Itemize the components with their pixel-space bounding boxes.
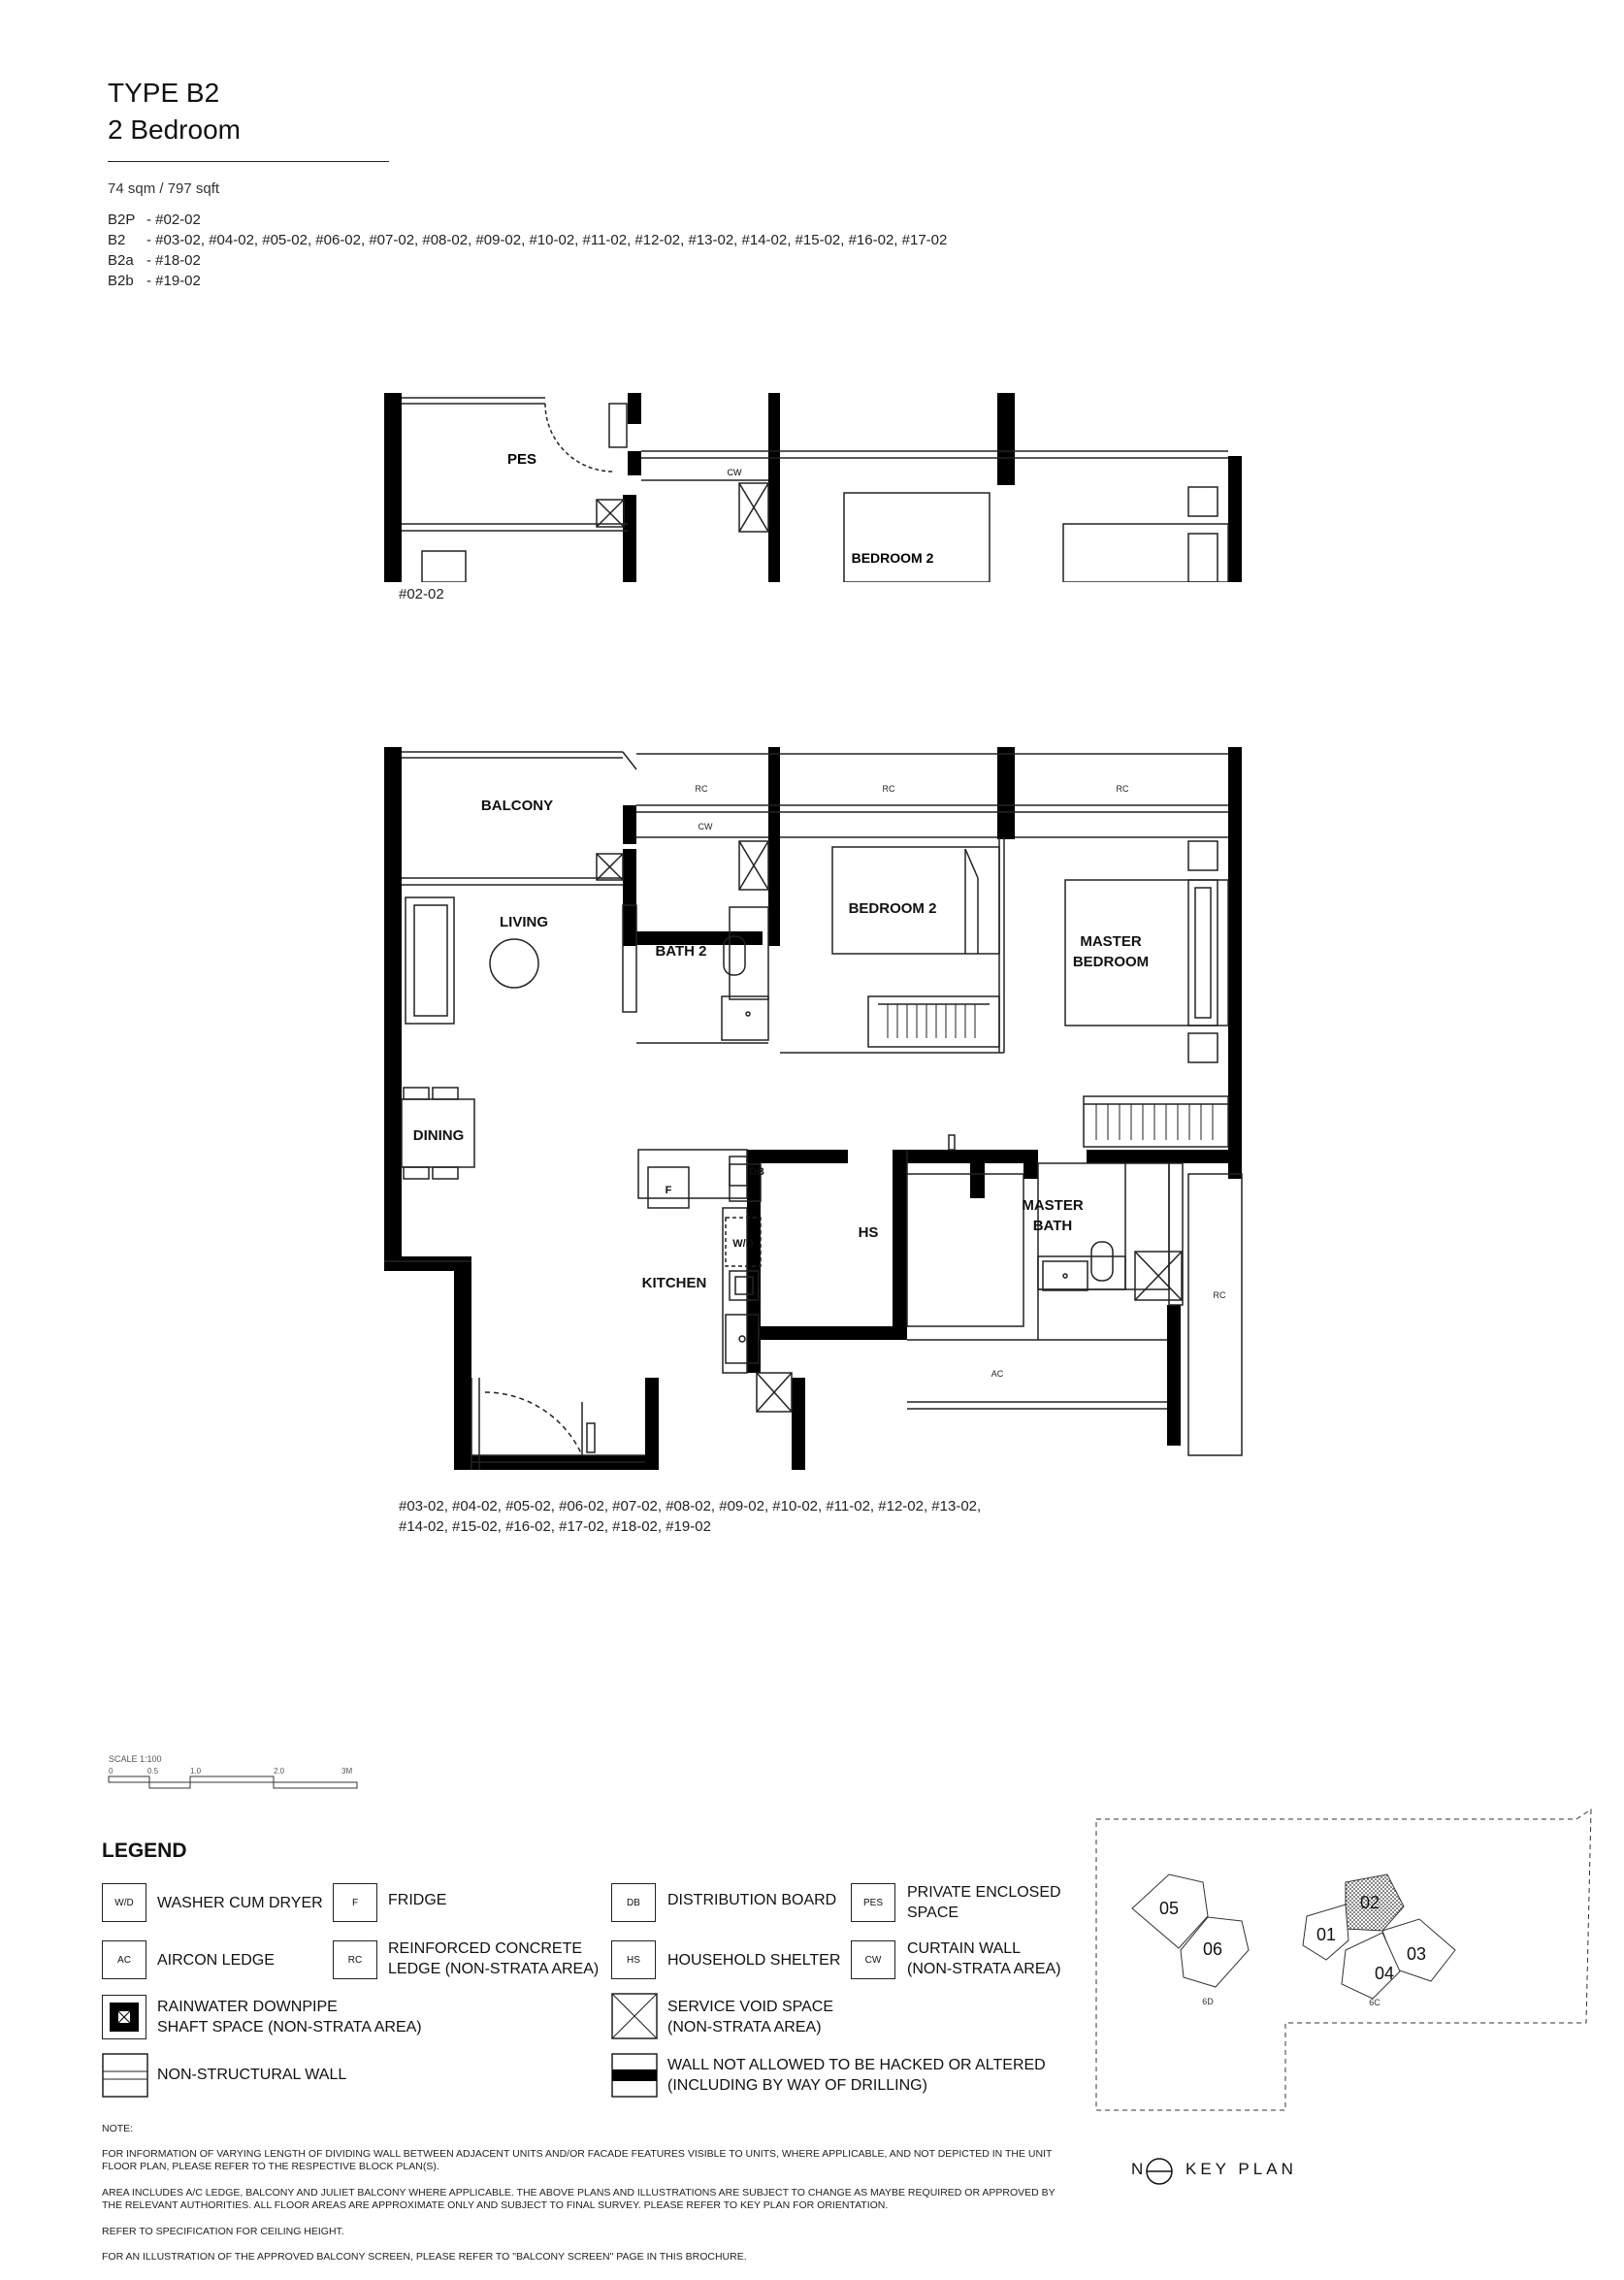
room-label-bath-2: BATH 2 — [655, 943, 707, 960]
legend-text-ac: AIRCON LEDGE — [157, 1952, 275, 1969]
north-label: N — [1131, 2160, 1144, 2178]
legend-text-pes — [907, 1882, 1061, 1923]
legend-key-non-structural-wall — [102, 2053, 148, 2098]
variant-units: - #03-02, #04-02, #05-02, #06-02, #07-02, #08-02, #09-02, #10-02, #11-02, #12-02, #13-02, #14-02, #15-02, #16-02, #17-02 — [146, 232, 948, 248]
note-1-line-2: FLOOR PLAN, PLEASE REFER TO THE RESPECTIVE BLOCK PLAN(S). — [102, 2161, 439, 2172]
partial-floor-plan — [369, 378, 1261, 582]
legend-text-wd: WASHER CUM DRYER — [157, 1895, 323, 1911]
main-plan-caption-line-1: #03-02, #04-02, #05-02, #06-02, #07-02, #08-02, #09-02, #10-02, #11-02, #12-02, #13-02, — [399, 1498, 982, 1515]
structural-wall — [623, 495, 636, 582]
unit-01-label: 01 — [1315, 1925, 1337, 1944]
room-label-master-bath: MASTER — [1022, 1197, 1084, 1214]
legend-text-non-structural-wall: NON-STRUCTURAL WALL — [157, 2067, 347, 2083]
unit-05-label: 05 — [1158, 1899, 1180, 1918]
block-6c-label: 6C — [1369, 1998, 1380, 2007]
scale-tick: 0.5 — [147, 1767, 159, 1775]
note-2-line-1: AREA INCLUDES A/C LEDGE, BALCONY AND JULIET BALCONY WHERE APPLICABLE. THE ABOVE PLANS AND ILLUSTRATIONS ARE SUBJECT TO CHANGE AS MAYBE REQUIRED OR APPROVED BY — [102, 2187, 1056, 2199]
legend-text-wall-line-2: (INCLUDING BY WAY OF DRILLING) — [667, 2077, 927, 2094]
structural-wall — [384, 393, 402, 582]
block-6d-label: 6D — [1202, 1997, 1214, 2006]
variant-units: - #18-02 — [146, 252, 201, 269]
note-2-line-2: THE RELEVANT AUTHORITIES. ALL FLOOR AREAS ARE APPROXIMATE ONLY AND SUBJECT TO FINAL SURVEY. PLEASE REFER TO KEY PLAN FOR ORIENTATION. — [102, 2199, 889, 2211]
room-label-rc: RC — [1116, 784, 1129, 794]
structural-wall — [761, 1150, 848, 1163]
structural-wall — [454, 1256, 471, 1470]
legend-text-rainwater-downpipe — [157, 1997, 422, 2037]
legend-text-cw — [907, 1938, 1061, 1979]
structural-wall — [628, 451, 641, 475]
room-label-balcony: BALCONY — [480, 798, 554, 814]
structural-wall — [907, 1150, 1023, 1163]
header-divider — [108, 161, 389, 162]
structural-wall — [792, 1378, 805, 1470]
bedroom-label: 2 Bedroom — [108, 114, 241, 145]
scale-tick: 1.0 — [190, 1767, 202, 1775]
room-label-dining: DINING — [412, 1127, 465, 1144]
variant-row — [108, 212, 201, 228]
notes-heading: NOTE: — [102, 2123, 134, 2134]
room-label-kitchen: KITCHEN — [641, 1275, 707, 1291]
legend-key-db: DB — [611, 1883, 656, 1922]
room-label-wd: W/D — [732, 1238, 754, 1250]
legend-text-rc — [388, 1938, 599, 1979]
type-title: TYPE B2 — [108, 78, 220, 108]
structural-wall — [628, 393, 641, 424]
legend-text-svs-line-1: SERVICE VOID SPACE — [667, 1999, 834, 2015]
room-label-living: LIVING — [499, 914, 549, 930]
structural-wall — [893, 1150, 907, 1340]
legend-text-cw-line-1: CURTAIN WALL — [907, 1940, 1022, 1957]
note-1-line-1: FOR INFORMATION OF VARYING LENGTH OF DIVIDING WALL BETWEEN ADJACENT UNITS AND/OR FACADE FEATURES VISIBLE TO UNITS, WHERE APPLICABLE, AND NOT DEPICTED IN THE UNIT — [102, 2148, 1053, 2160]
legend-text-db: DISTRIBUTION BOARD — [667, 1892, 837, 1908]
variant-units: - #19-02 — [146, 273, 201, 289]
unit-04-label: 04 — [1374, 1964, 1395, 1983]
structural-wall — [623, 849, 636, 946]
legend-text-rwdp-line-2: SHAFT SPACE (NON-STRATA AREA) — [157, 2019, 422, 2036]
structural-wall — [997, 747, 1015, 839]
room-label-ac: AC — [991, 1369, 1004, 1379]
room-label-fridge: F — [665, 1185, 672, 1196]
legend-text-pes-line-2: SPACE — [907, 1905, 959, 1921]
unit-03-label: 03 — [1406, 1944, 1427, 1964]
variant-row — [108, 232, 947, 248]
legend-text-f: FRIDGE — [388, 1892, 447, 1908]
downpipe-icon — [110, 2003, 139, 2032]
scale-bar — [107, 1754, 369, 1803]
variant-code: B2P — [108, 212, 136, 228]
room-label-pes: PES — [506, 451, 537, 468]
note-4: FOR AN ILLUSTRATION OF THE APPROVED BALCONY SCREEN, PLEASE REFER TO "BALCONY SCREEN" PAGE IN THIS BROCHURE. — [102, 2251, 747, 2263]
site-boundary — [1096, 1809, 1591, 2110]
legend-title: LEGEND — [102, 1840, 187, 1862]
structural-wall — [1228, 747, 1242, 1179]
legend-text-rc-line-1: REINFORCED CONCRETE — [388, 1940, 583, 1957]
partial-plan-caption: #02-02 — [399, 586, 444, 603]
structural-wall — [623, 805, 636, 844]
room-label-cw: CW — [727, 468, 742, 477]
legend-key-cw: CW — [851, 1940, 895, 1979]
unit-02-label: 02 — [1359, 1893, 1380, 1912]
legend-key-rc: RC — [333, 1940, 377, 1979]
main-floor-plan — [369, 733, 1261, 1470]
room-label-rc: RC — [1213, 1290, 1226, 1300]
legend-text-pes-line-1: PRIVATE ENCLOSED — [907, 1884, 1061, 1901]
structural-wall — [768, 747, 780, 946]
variant-code: B2a — [108, 252, 134, 269]
structural-wall — [645, 1378, 659, 1470]
legend-text-cw-line-2: (NON-STRATA AREA) — [907, 1961, 1061, 1977]
structural-wall — [1023, 1150, 1038, 1179]
structural-wall — [1167, 1305, 1181, 1446]
main-plan-caption-line-2: #14-02, #15-02, #16-02, #17-02, #18-02, #19-02 — [399, 1518, 711, 1535]
unit-area: 74 sqm / 797 sqft — [108, 180, 220, 197]
legend-text-hs: HOUSEHOLD SHELTER — [667, 1952, 841, 1969]
room-label-master-bedroom: BEDROOM — [1072, 954, 1150, 970]
room-label-master-bath: BATH — [1032, 1218, 1073, 1234]
north-arrow-icon — [1142, 2154, 1177, 2189]
legend-text-service-void — [667, 1997, 833, 2037]
variant-code: B2b — [108, 273, 134, 289]
structural-wall — [997, 393, 1015, 485]
room-label-cw: CW — [698, 822, 713, 831]
key-plan — [1091, 1805, 1596, 2134]
room-label-bedroom-2: BEDROOM 2 — [851, 550, 934, 566]
legend-key-rainwater-downpipe — [102, 1995, 146, 2039]
key-plan-label: KEY PLAN — [1186, 2160, 1297, 2178]
legend-text-svs-line-2: (NON-STRATA AREA) — [667, 2019, 822, 2036]
structural-wall — [1087, 1150, 1242, 1163]
legend-text-rc-line-2: LEDGE (NON-STRATA AREA) — [388, 1961, 600, 1977]
scale-tick: 3M — [341, 1767, 353, 1775]
legend-text-structural-wall — [667, 2055, 1046, 2096]
room-label-master-bedroom: MASTER — [1080, 933, 1142, 950]
variant-code: B2 — [108, 232, 126, 248]
legend-key-ac: AC — [102, 1940, 146, 1979]
room-label-rc: RC — [882, 784, 895, 794]
structural-wall — [1228, 456, 1242, 582]
note-3: REFER TO SPECIFICATION FOR CEILING HEIGHT. — [102, 2226, 344, 2237]
room-label-rc: RC — [695, 784, 708, 794]
variant-row — [108, 273, 201, 289]
legend-text-wall-line-1: WALL NOT ALLOWED TO BE HACKED OR ALTERED — [667, 2057, 1046, 2073]
scale-label: SCALE 1:100 — [109, 1754, 162, 1764]
legend-key-service-void — [611, 1993, 658, 2039]
room-label-bedroom-2: BEDROOM 2 — [848, 900, 937, 917]
legend-key-pes: PES — [851, 1883, 895, 1922]
variant-row — [108, 252, 201, 269]
legend-key-hs: HS — [611, 1940, 656, 1979]
scale-tick: 2.0 — [274, 1767, 285, 1775]
legend-text-rwdp-line-1: RAINWATER DOWNPIPE — [157, 1999, 338, 2015]
variant-units: - #02-02 — [146, 212, 201, 228]
scale-tick: 0 — [109, 1767, 114, 1775]
room-label-db: DB — [749, 1166, 764, 1178]
legend-key-wd: W/D — [102, 1883, 146, 1922]
legend-key-f: F — [333, 1883, 377, 1922]
legend-key-structural-wall — [611, 2053, 658, 2098]
structural-wall — [768, 393, 780, 582]
unit-06-label: 06 — [1202, 1939, 1223, 1959]
structural-wall — [761, 1326, 893, 1340]
room-label-hs: HS — [858, 1224, 879, 1241]
